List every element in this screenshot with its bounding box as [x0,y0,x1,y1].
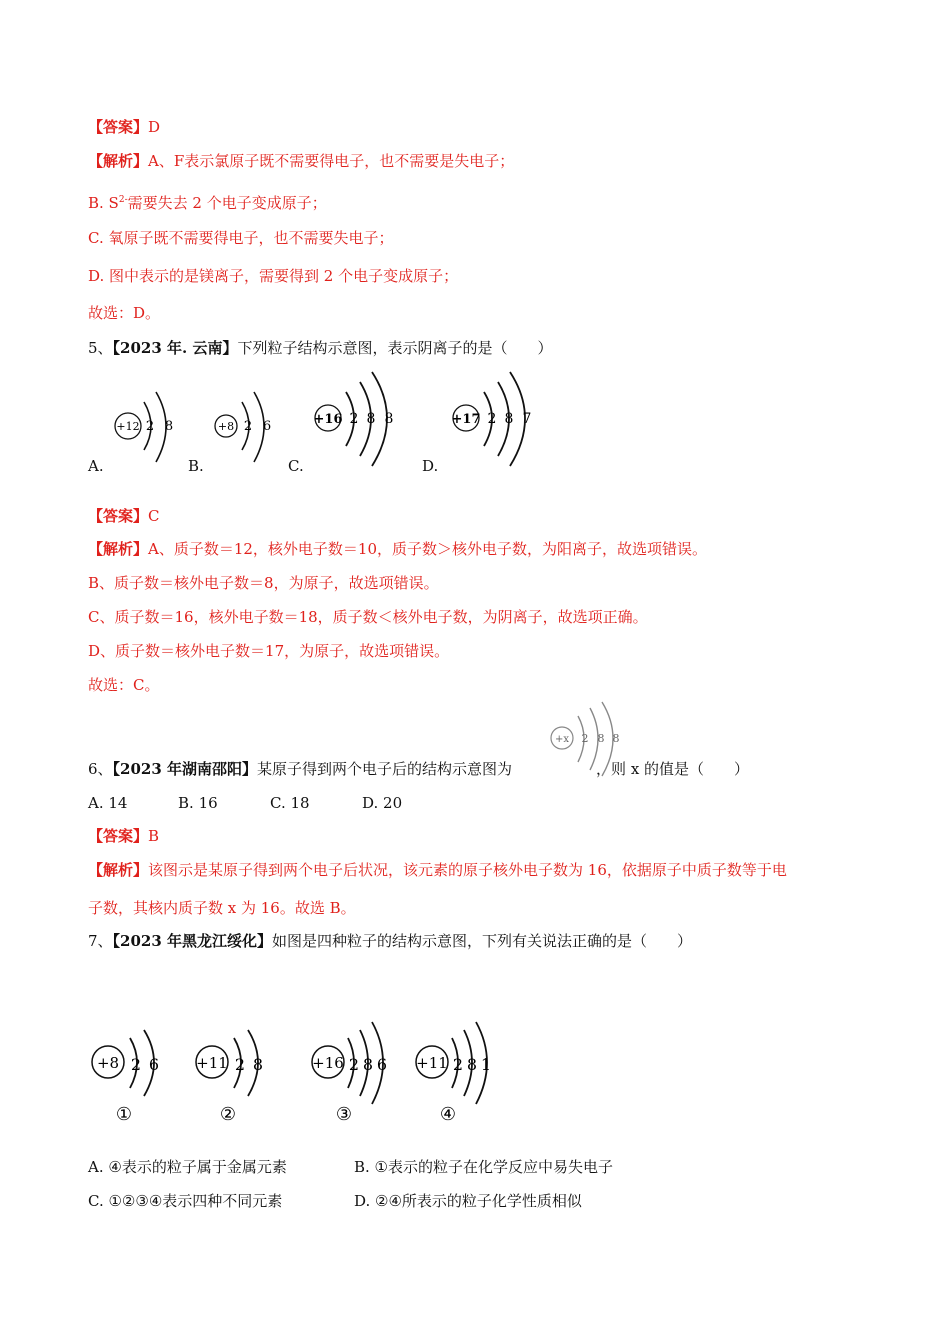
q5-analysis-tag: 【解析】 [88,540,149,558]
q5-stem-text: 下列粒子结构示意图，表示阴离子的是（ ） [237,339,553,357]
q5-option-c-label: C. [288,457,304,475]
q4-analysis-b [88,190,327,213]
q5-option-b-diagram [206,380,286,475]
shell-count: 1 [480,1055,492,1074]
q6-option-c-label: C. [270,794,286,812]
shell-count: 8 [366,411,376,427]
q5-analysis-a [88,539,707,559]
shell-count: 2 [487,411,497,427]
shell-count: 8 [362,1055,374,1074]
q4-answer [88,117,160,137]
q5-analysis-d: D、质子数＝核外电子数＝17，为原子，故选项错误。 [88,642,450,660]
q6-analysis-1 [88,860,787,880]
shell-count: 8 [164,419,174,434]
shell-count: 6 [262,419,272,434]
nucleus-label: +16 [313,412,343,427]
q7-stem-text: 如图是四种粒子的结构示意图，下列有关说法正确的是（ ） [272,932,693,950]
q4-analysis-a [88,151,514,171]
q6-option-b-value: 16 [198,794,218,812]
shell-count: 2 [452,1055,464,1074]
q5-stem [88,338,552,358]
q4-answer-tag: 【答案】 [88,118,149,136]
q6-answer-tag: 【答案】 [88,827,149,845]
q6-option-d [362,793,402,813]
shell-count: 2 [145,419,155,434]
q6-stem-post: ，则 x 的值是（ ） [596,760,750,778]
q6-diagram [546,700,636,780]
q6-answer-value: B [148,827,160,845]
q6-option-c [270,793,310,813]
shell-count: 2 [581,732,589,745]
shell-count: 2 [349,411,359,427]
q6-option-b-label: B. [178,794,194,812]
q7-diagram-3 [306,1018,406,1124]
nucleus-label: +11 [196,1054,228,1072]
q6-option-b [178,793,218,813]
shell-count: 8 [466,1055,478,1074]
q6-option-a-value: 14 [108,794,128,812]
q6-analysis-tag: 【解析】 [88,861,149,879]
q7-option-d: D. ②④所表示的粒子化学性质相似 [354,1192,582,1210]
q6-option-d-label: D. [362,794,379,812]
q6-source: 【2023 年湖南邵阳】 [112,760,258,778]
q5-option-d-diagram [446,368,546,478]
q5-answer-tag: 【答案】 [88,507,149,525]
q5-number: 5、 [88,339,113,357]
shell-count: 8 [252,1055,264,1074]
q4-analysis-b-pre: B. S [88,194,119,212]
q6-option-a [88,793,127,813]
diagram-caption: ① [115,1104,133,1124]
diagram-caption: ④ [439,1104,457,1124]
q5-analysis-a-text: A、质子数＝12，核外电子数＝10，质子数＞核外电子数，为阳离子，故选项错误。 [148,540,708,558]
q6-stem-pre: 某原子得到两个电子后的结构示意图为 [257,760,513,778]
q5-analysis-b: B、质子数＝核外电子数＝8，为原子，故选项错误。 [88,574,439,592]
shell-count: 7 [522,411,532,427]
q7-source: 【2023 年黑龙江绥化】 [112,932,273,950]
q5-answer [88,506,160,526]
q6-answer [88,826,159,846]
q4-conclusion: 故选：D。 [88,304,161,322]
nucleus-label: +x [554,734,570,745]
shell-count: 2 [130,1055,142,1074]
shell-count: 6 [148,1055,160,1074]
q7-option-c: C. ①②③④表示四种不同元素 [88,1192,283,1210]
q7-diagram-4 [410,1018,510,1124]
shell-count: 2 [348,1055,360,1074]
q4-answer-value: D [148,118,161,136]
q6-stem [88,759,749,779]
q5-option-c-diagram [308,368,408,478]
q7-diagram-1 [86,1024,176,1124]
q4-analysis-b-sup: 2- [118,195,128,205]
q6-number: 6、 [88,760,113,778]
nucleus-label: +17 [451,412,481,427]
q4-analysis-d: D. 图中表示的是镁离子，需要得到 2 个电子变成原子； [88,267,459,285]
q5-option-a-diagram [108,380,188,475]
q6-option-a-label: A. [88,794,104,812]
shell-count: 8 [384,411,394,427]
q7-option-a: A. ④表示的粒子属于金属元素 [88,1158,287,1176]
q5-source: 【2023 年. 云南】 [112,339,238,357]
q4-analysis-c: C. 氧原子既不需要得电子，也不需要失电子； [88,229,394,247]
q6-analysis-2: 子数，其核内质子数 x 为 16。故选 B。 [88,899,356,917]
q6-analysis-1-text: 该图示是某原子得到两个电子后状况，该元素的原子核外电子数为 16，依据原子中质子数等于电 [148,861,787,879]
q5-analysis-c: C、质子数＝16，核外电子数＝18，质子数＜核外电子数，为阴离子，故选项正确。 [88,608,648,626]
q7-diagram-2 [190,1024,280,1124]
diagram-caption: ② [219,1104,237,1124]
nucleus-label: +11 [416,1054,448,1072]
nucleus-label: +8 [96,1054,120,1072]
q7-option-b: B. ①表示的粒子在化学反应中易失电子 [354,1158,614,1176]
q5-option-a-label: A. [88,457,104,475]
q7-number: 7、 [88,932,113,950]
q6-option-c-value: 18 [290,794,310,812]
diagram-caption: ③ [335,1104,353,1124]
nucleus-label: +16 [312,1054,344,1072]
shell-count: 6 [376,1055,388,1074]
shell-count: 8 [612,732,620,745]
q5-answer-value: C [148,507,160,525]
q5-option-b-label: B. [188,457,204,475]
q5-conclusion: 故选：C。 [88,676,160,694]
q7-stem [88,931,692,951]
q4-analysis-b-post: 需要失去 2 个电子变成原子； [127,194,327,212]
q4-analysis-a-text: A、F表示氯原子既不需要得电子，也不需要是失电子； [148,152,515,170]
shell-count: 8 [504,411,514,427]
q4-analysis-tag: 【解析】 [88,152,149,170]
shell-count: 8 [597,732,605,745]
q6-option-d-value: 20 [383,794,403,812]
shell-count: 2 [243,419,253,434]
shell-count: 2 [234,1055,246,1074]
q5-option-d-label: D. [422,457,439,475]
nucleus-label: +12 [116,420,140,433]
nucleus-label: +8 [217,420,235,433]
